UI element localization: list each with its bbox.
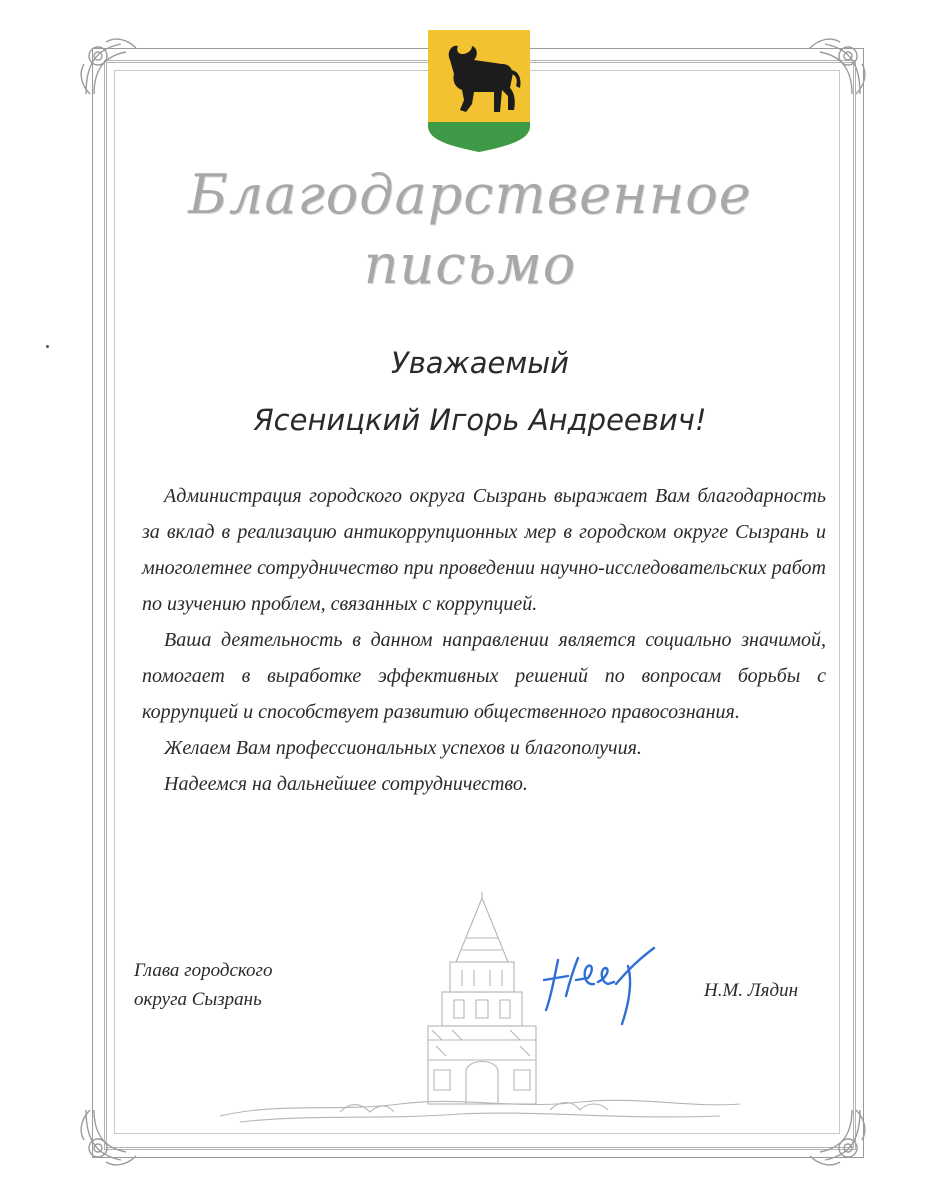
corner-ornament-icon bbox=[800, 34, 870, 104]
coat-of-arms-icon bbox=[428, 30, 530, 152]
body-paragraph: Желаем Вам профессиональных успехов и благополучия. bbox=[164, 737, 642, 759]
position-line-1: Глава городского bbox=[134, 960, 273, 981]
letter-title bbox=[180, 160, 760, 300]
recipient-name: Ясеницкий Игорь Андреевич! bbox=[253, 403, 707, 437]
greeting-salutation: Уважаемый bbox=[391, 346, 569, 380]
corner-ornament-icon bbox=[76, 34, 146, 104]
body-paragraph: Надеемся на дальнейшее сотрудничество. bbox=[164, 773, 528, 795]
letter-body bbox=[142, 478, 826, 802]
signatory-position bbox=[134, 956, 272, 1014]
title-line-2: письмо bbox=[363, 233, 577, 296]
position-line-2: округа Сызрань bbox=[134, 989, 262, 1010]
body-paragraph: Администрация городского округа Сызрань выражает Вам благодарность за вклад в реализацию антикоррупционных мер в городском округе Сызрань и многолетнее сотрудничество при проведении научно-исследовательских работ по изучению проблем, связанных с коррупцией. bbox=[142, 485, 826, 615]
body-paragraph: Ваша деятельность в данном направлении является социально значимой, помогает в выработке эффективных решений по вопросам борьбы с коррупцией и способствует развитию общественного правосознания. bbox=[142, 629, 826, 723]
corner-ornament-icon bbox=[76, 1100, 146, 1170]
scan-speck bbox=[46, 345, 49, 348]
handwritten-signature bbox=[536, 940, 666, 1030]
title-line-1: Благодарственное bbox=[188, 163, 752, 226]
corner-ornament-icon bbox=[800, 1100, 870, 1170]
signatory-name: Н.М. Лядин bbox=[704, 980, 799, 1001]
